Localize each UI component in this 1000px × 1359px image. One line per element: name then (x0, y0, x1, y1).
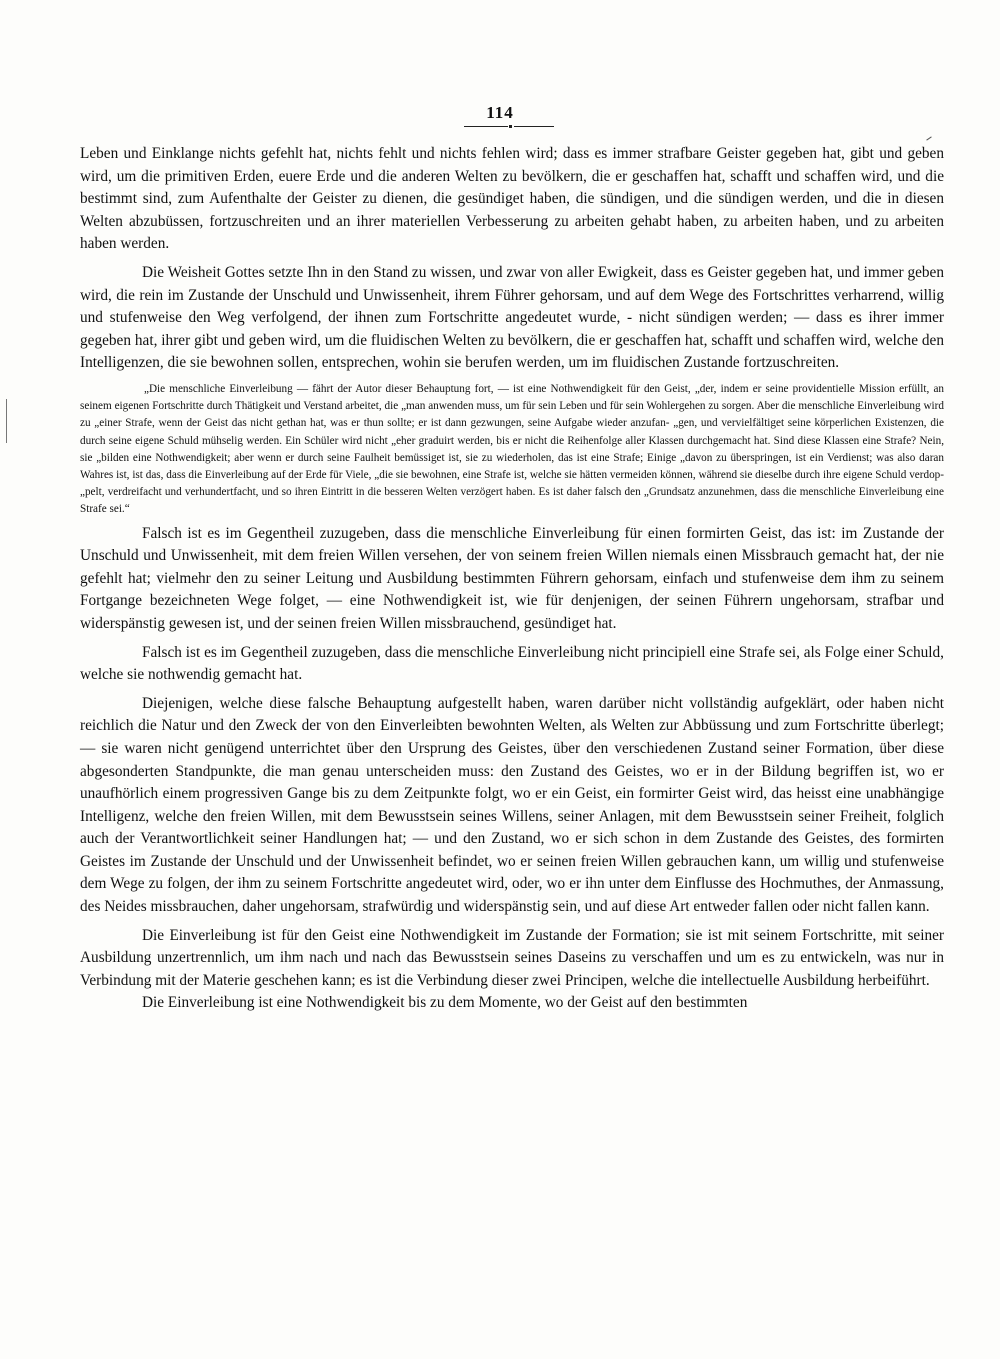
main-text-bottom (80, 523, 944, 1015)
paragraph-falsch-1: Falsch ist es im Gegentheil zuzugeben, dass die menschliche Einverleibung für einen formirten Geist, das ist: im Zustande der Unschuld und Unwissenheit, mit dem freien Willen versehen, der von seinem freien Willen niemals einen Missbrauch gemacht hat, der nie gefehlt hat; vielmehr den zu seiner Leitung und Ausbildung bestimmten Führern gehorsam, einfach und stufenweise dem ihm zu seinem Fortgange bezeichneten Wege folget, — eine Nothwendigkeit ist, wie für denjenigen, der seinen Führern ungehorsam, strafbar und widerspänstig gewesen ist, und der seinen freien Willen missbrauchend, gesündiget hat. (80, 524, 944, 632)
header-rule-left (464, 126, 508, 127)
margin-line-mark (6, 399, 7, 443)
quotation-text: „Die menschliche Einverleibung — fährt der Autor dieser Behauptung fort, — ist eine Nothwendigkeit für den Geist, „der, indem er seine providentielle Mission erfüllt, an seinem eigenen Fortschritte durch Thätigkeit und Verstand arbeitet, die „man anwenden muss, um für sein Leben und für sein Wohlergehen zu sorgen. Aber die menschliche Einverleibung wird zu „einer Strafe, wenn der Geist das nicht gethan hat, was er thun sollte; er ist dann gezwungen, seine Aufgabe wieder anzufan- „gen, und vervielfältiget seine körperlichen Existenzen, die durch seine eigene Schuld mühselig werden. Ein Schüler wird nicht „eher graduirt werden, bis er nicht die Reihenfolge aller Klassen durchgemacht hat. Sind diese Klassen eine Strafe? Nein, sie „bilden eine Nothwendigkeit; aber wenn er durch seine Faulheit bemüssiget ist, sie zu wiederholen, das ist eine Strafe; Einige „davon zu überspringen, ist ein Verdienst; was also daran Wahres ist, ist das, dass die Einverleibung auf der Erde für Viele, „die sie bewohnen, eine Strafe ist, welche sie hätten vermeiden können, während sie dieselbe durch ihre eigene Schuld verdop- „pelt, verdreifacht und verhundertfacht, und so ihren Eintritt in die besseren Welten verzögert haben. Es ist daher falsch den „Grundsatz anzunehmen, dass die menschliche Einverleibung eine Strafe sei.“ (80, 382, 944, 516)
paragraph-diejenigen: Diejenigen, welche diese falsche Behauptung aufgestellt haben, waren darüber nicht vollständig aufgeklärt, oder haben nicht reichlich die Natur und den Zweck der von den Einverleibten bewohnten Welten, als Welten zur Abbüssung und zum Fortschritte überlegt; — sie waren nicht genügend unterrichtet über den Ursprung des Geistes, über den verschiedenen Zustand seiner Formation, über diese abgesonderten Standpunkte, die man genau unterscheiden muss: den Zustand des Geistes, wo er in der Bildung begriffen ist, wo er unaufhörlich einem progressiven Gange bis zu dem Zeitpunkte folgt, wo er ein Geist, ein formirter Geist wird, das heisst eine unabhängige Intelligenz, welche den freien Willen, mit dem Bewusstsein seines Willens, seiner Anlagen, mit dem Bewusstsein seiner Freiheit, folglich auch der Verantwortlichkeit seiner Handlungen hat; — und den Zustand, wo er sich schon in dem Zustande des Geistes, des formirten Geistes im Zustande der Unschuld und der Unwissenheit befindet, wo er seinen freien Willen gebrauchen kann, um willig und stufenweise dem Wege zu folgen, der ihm zu seinem Fortschritte angedeutet wird, oder, wo er ihn unter dem Einflusse des Hochmuthes, der Anmassung, des Neides missbrauchen, daher ungehorsam, strafwürdig und widerspänstig sein, und auf diese Art entweder fallen oder nicht fallen kann. (80, 694, 944, 916)
paragraph-falsch-2: Falsch ist es im Gegentheil zuzugeben, dass die menschliche Einverleibung nicht principiell eine Strafe sei, als Folge einer Schuld, welche sie nothwendig gemacht hat. (80, 643, 944, 684)
main-text-top (80, 143, 944, 375)
page-number: 114 (486, 103, 514, 122)
margin-tick-mark (926, 136, 931, 140)
paragraph-einverleibung-1: Die Einverleibung ist für den Geist eine Nothwendigkeit im Zustande der Formation; sie ist mit seinem Fortschritte, mit seiner Ausbildung unzertrennlich, um ihm nach und nach das Bewusstsein seines Daseins zu verschaffen und um es zu entwickeln, was nur in Verbindung mit der Materie geschehen kann; es ist die Verbindung dieser zwei Principen, welche die intellectuelle Ausbildung herbeiführt. (80, 926, 944, 989)
header-rule-right (514, 126, 554, 127)
paragraph-weisheit: Die Weisheit Gottes setzte Ihn in den Stand zu wissen, und zwar von aller Ewigkeit, dass es Geister gegeben hat, und immer geben wird, die rein im Zustande der Unschuld und Unwissenheit, ihrem Führer gehorsam, und auf dem Wege des Fortschrittes verharrend, willig und stufenweise den Weg verfolgend, der ihnen zum Fortschritte angedeutet wurde, - nicht sündigen werden; — dass es ihrer immer gegeben hat, ihrer gibt und geben wird, um die fluidischen Welten zu bevölkern, die er geschaffen hat, schafft und schaffen wird, welche den Intelligenzen, die sie bewohnen sollen, entsprechen, wohin sie berufen werden, um im fluidischen Zustande fortzuschreiten. (80, 263, 944, 372)
body-text (80, 143, 944, 1015)
paragraph-einverleibung-2: Die Einverleibung ist eine Nothwendigkeit bis zu dem Momente, wo der Geist auf den bestimmten (142, 994, 748, 1012)
quotation-block (80, 381, 944, 519)
header-rule-dot (509, 125, 512, 128)
paragraph-continuation: Leben und Einklange nichts gefehlt hat, nichts fehlt und nichts fehlen wird; dass es immer strafbare Geister gegeben hat, gibt und geben wird, um die primitiven Erden, euere Erde und die anderen Welten zu bevölkern, die er geschaffen hat, schafft und schaffen wird, und die bestimmt sind, zum Aufenthalte der Geister zu dienen, die gesündiget haben, die sündigen, und die sündigen werden, und die in diesen Welten abzubüssen, fortzuschreiten und an ihrer materiellen Verbesserung zu arbeiten gehabt haben, zu arbeiten haben, und zu arbeiten haben werden. (80, 145, 944, 253)
